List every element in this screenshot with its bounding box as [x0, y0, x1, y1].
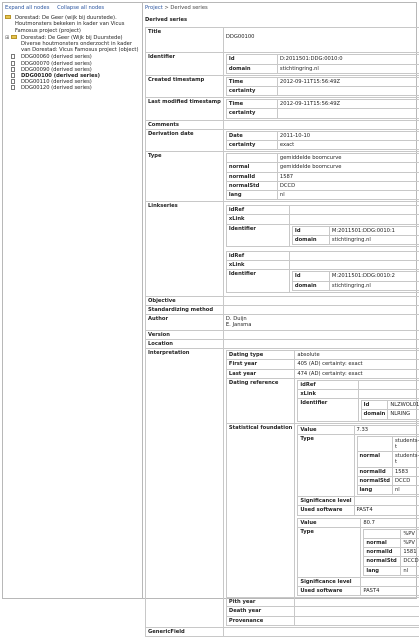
tree-item-series[interactable] — [11, 85, 140, 91]
type-value: gemiddelde boomcurve — [277, 154, 419, 163]
normalId-value: 1581 — [401, 548, 419, 557]
date-label: Date — [226, 131, 277, 140]
collapse-all-link[interactable]: Collapse all nodes — [57, 5, 104, 11]
type-value: %PV — [401, 529, 419, 538]
normal-label: normal — [226, 163, 277, 172]
lang-label: lang — [226, 191, 277, 200]
dating-reference-value — [295, 378, 419, 423]
identifier-label: Identifier — [298, 399, 358, 421]
row-location — [146, 339, 419, 348]
tree-item-label: DDG00100 (derived series) — [21, 73, 100, 79]
field-value — [223, 98, 419, 120]
dating-reference-label: Dating reference — [226, 378, 294, 423]
significance-value — [354, 497, 419, 506]
field-value — [223, 349, 419, 628]
field-label: Title — [146, 28, 224, 53]
date-value: 2011-10-10 — [277, 131, 419, 140]
domain-value: stichtingring.nl — [277, 64, 419, 73]
lang-value: nl — [277, 191, 419, 200]
interpretation-table — [226, 350, 419, 626]
field-label: Objective — [146, 296, 224, 305]
dating-type-label: Dating type — [226, 351, 294, 360]
death-year-value — [295, 607, 419, 616]
type-label: Type — [298, 527, 361, 577]
field-value — [223, 75, 419, 97]
id-label: Id — [292, 226, 329, 235]
normalStd-label: normalStd — [357, 476, 392, 485]
row-author — [146, 315, 419, 330]
certainty-value: exact — [277, 141, 419, 150]
software-value: PAST4 — [361, 586, 419, 595]
field-label: Standardizing method — [146, 306, 224, 315]
software-label: Used software — [298, 506, 354, 515]
statistical-foundation-label: Statistical foundation — [226, 423, 294, 598]
type-table — [226, 153, 419, 200]
type-empty-label — [226, 154, 277, 163]
field-value — [223, 339, 419, 348]
id-value: M:2011501:DDG:0010:2 — [329, 272, 419, 281]
pith-year-label: Pith year — [226, 598, 294, 607]
normalId-label: normalId — [364, 548, 401, 557]
field-value — [223, 53, 419, 75]
row-version — [146, 330, 419, 339]
folder-icon — [11, 35, 17, 41]
row-linkseries — [146, 202, 419, 297]
certainty-label: certainty — [226, 141, 277, 150]
link-identifier-table — [292, 271, 419, 290]
field-value — [223, 120, 419, 129]
author-name: D. Duijn — [226, 316, 419, 322]
details-table — [145, 27, 419, 637]
field-value — [223, 330, 419, 339]
expand-all-link[interactable]: Expand all nodes — [5, 5, 49, 11]
page-title: Derived series — [145, 17, 415, 23]
type-label: Type — [298, 434, 354, 496]
significance-value — [361, 577, 419, 586]
field-value — [223, 627, 419, 636]
normal-value: %PV — [401, 538, 419, 547]
domain-value: stichtingring.nl — [329, 281, 419, 290]
field-label: Version — [146, 330, 224, 339]
tree-item-label: DDG00060 (derived series) — [21, 54, 92, 60]
id-value: D:2011501:DDG:0010:0 — [277, 55, 419, 64]
row-interpretation — [146, 349, 419, 628]
row-derivation — [146, 129, 419, 151]
field-label: Derivation date — [146, 129, 224, 151]
statistical-foundation-value — [295, 423, 419, 598]
field-label: Comments — [146, 120, 224, 129]
domain-label: domain — [292, 235, 329, 244]
identifier-label: Identifier — [226, 270, 289, 292]
certainty-value — [277, 109, 419, 118]
tree-pane — [5, 5, 140, 92]
id-label: Id — [226, 55, 277, 64]
lang-value: nl — [392, 485, 419, 494]
xlink-value — [289, 215, 419, 224]
row-objective — [146, 296, 419, 305]
dating-reference-table — [297, 380, 419, 422]
identifier-value — [289, 270, 419, 292]
significance-label: Significance level — [298, 577, 361, 586]
tree-item-label: DDG00110 (derived series) — [21, 79, 92, 85]
idref-value — [358, 380, 419, 389]
breadcrumb-separator: > — [164, 5, 168, 11]
certainty-value — [277, 87, 419, 96]
field-value — [223, 296, 419, 305]
row-standardizing — [146, 306, 419, 315]
idref-label: idRef — [226, 206, 289, 215]
folder-icon — [5, 15, 11, 21]
software-value: PAST4 — [354, 506, 419, 515]
value-label: Value — [298, 518, 361, 527]
time-value: 2012-09-11T15:56:49Z — [277, 100, 419, 109]
tree-item-label: DDG00070 (derived series) — [21, 61, 92, 67]
value-value: 80.7 — [361, 518, 419, 527]
identifier-value — [358, 399, 419, 421]
tree-item-label: Dorestad: De Geer (wijk bij duurstede). Houtmonsters bekeken in kader van Vicus Famosus project (project) — [15, 15, 124, 33]
normalId-value: 1583 — [392, 467, 419, 476]
value-value: 7.33 — [354, 425, 419, 434]
field-value — [223, 315, 419, 330]
row-type — [146, 152, 419, 202]
normal-value: gemiddelde boomcurve — [277, 163, 419, 172]
link-identifier-table — [292, 226, 419, 245]
field-value — [223, 129, 419, 151]
provenance-label: Provenance — [226, 616, 294, 625]
normal-label: normal — [364, 538, 401, 547]
xlink-value — [289, 261, 419, 270]
domain-value: stichtingring.nl — [329, 235, 419, 244]
normalId-label: normalId — [357, 467, 392, 476]
normalStd-label: normalStd — [226, 181, 277, 190]
normalId-value: 1587 — [277, 172, 419, 181]
pith-year-value — [295, 598, 419, 607]
id-label: Id — [361, 401, 388, 410]
time-label: Time — [226, 77, 277, 86]
normalStd-label: normalStd — [364, 557, 401, 566]
tree-item-label: DDG00120 (derived series) — [21, 85, 92, 91]
last-year-value: 474 (AD) certainty: exact — [295, 369, 419, 378]
identifier-table — [226, 54, 419, 73]
field-label: Identifier — [146, 53, 224, 75]
stat-type-table — [363, 529, 419, 576]
field-label: Last modified timestamp — [146, 98, 224, 120]
normal-value: students-t — [392, 452, 419, 467]
type-value — [354, 434, 419, 496]
field-label: Type — [146, 152, 224, 202]
field-label: Author — [146, 315, 224, 330]
modified-table — [226, 99, 419, 118]
expand-toggle-icon[interactable]: ⊞ — [5, 35, 9, 41]
field-label: Interpretation — [146, 349, 224, 628]
stat-type-table — [357, 436, 419, 495]
xlink-label: xLink — [298, 389, 358, 398]
row-genericfield — [146, 627, 419, 636]
certainty-label: certainty — [226, 87, 277, 96]
row-modified — [146, 98, 419, 120]
time-value: 2012-09-11T15:56:49Z — [277, 77, 419, 86]
normal-label: normal — [357, 452, 392, 467]
type-value: students-t — [392, 436, 419, 451]
author-name: E. Jansma — [226, 322, 419, 328]
time-label: Time — [226, 100, 277, 109]
lang-label: lang — [357, 485, 392, 494]
row-identifier — [146, 53, 419, 75]
normalId-label: normalId — [226, 172, 277, 181]
idref-value — [289, 206, 419, 215]
title-value: DDG00100 — [226, 29, 419, 40]
first-year-label: First year — [226, 360, 294, 369]
significance-label: Significance level — [298, 497, 354, 506]
certainty-label: certainty — [226, 109, 277, 118]
field-value — [223, 28, 419, 53]
tree-item-object[interactable] — [11, 35, 140, 54]
lang-value: nl — [401, 566, 419, 575]
linkseries-item — [226, 205, 419, 247]
normalStd-value: DCCD — [277, 181, 419, 190]
derivation-table — [226, 131, 419, 150]
xlink-label: xLink — [226, 261, 289, 270]
linkseries-item — [226, 251, 419, 293]
first-year-value: 405 (AD) certainty: exact — [295, 360, 419, 369]
xlink-value — [358, 389, 419, 398]
row-title — [146, 28, 419, 53]
idref-value — [289, 252, 419, 261]
type-empty-label — [364, 529, 401, 538]
tree-item-label: DDG00090 (derived series) — [21, 67, 92, 73]
normalStd-value: DCCD — [401, 557, 419, 566]
stat-block — [297, 518, 419, 597]
pane-divider[interactable] — [142, 2, 143, 599]
field-label: Linkseries — [146, 202, 224, 297]
last-year-label: Last year — [226, 369, 294, 378]
breadcrumb-current: Derived series — [170, 5, 207, 11]
identifier-value — [289, 224, 419, 246]
breadcrumb — [145, 5, 415, 11]
lang-label: lang — [364, 566, 401, 575]
breadcrumb-project-link[interactable]: Project — [145, 5, 163, 11]
field-value — [223, 152, 419, 202]
tree-item-project[interactable] — [5, 15, 140, 34]
xlink-label: xLink — [226, 215, 289, 224]
idref-label: idRef — [226, 252, 289, 261]
domain-label: domain — [361, 410, 388, 419]
details-pane — [145, 5, 415, 637]
provenance-value — [295, 616, 419, 625]
normalStd-value: DCCD — [392, 476, 419, 485]
row-comments — [146, 120, 419, 129]
field-label: Location — [146, 339, 224, 348]
row-created — [146, 75, 419, 97]
software-label: Used software — [298, 586, 361, 595]
domain-label: domain — [226, 64, 277, 73]
idref-label: idRef — [298, 380, 358, 389]
field-value — [223, 202, 419, 297]
id-value: M:2011501:DDG:0010:1 — [329, 226, 419, 235]
doc-icon — [11, 85, 15, 92]
death-year-label: Death year — [226, 607, 294, 616]
field-label: Created timestamp — [146, 75, 224, 97]
id-value: NLZWOL01 — [388, 401, 419, 410]
dating-type-value: absolute — [295, 351, 419, 360]
dr-identifier-table — [361, 400, 419, 419]
created-table — [226, 77, 419, 96]
field-label: GenericField — [146, 627, 224, 636]
value-label: Value — [298, 425, 354, 434]
tree-item-label: Dorestad: De Geer (Wijk bij Duurstede) Diverse houtmonsters onderzocht in kader van Dorestad: Vicus Famosus project (object) — [21, 35, 138, 53]
id-label: Id — [292, 272, 329, 281]
field-value — [223, 306, 419, 315]
type-value — [361, 527, 419, 577]
tree-toolbar — [5, 5, 140, 11]
type-empty-label — [357, 436, 392, 451]
stat-block — [297, 425, 419, 516]
domain-value: NLRING — [388, 410, 419, 419]
domain-label: domain — [292, 281, 329, 290]
identifier-label: Identifier — [226, 224, 289, 246]
